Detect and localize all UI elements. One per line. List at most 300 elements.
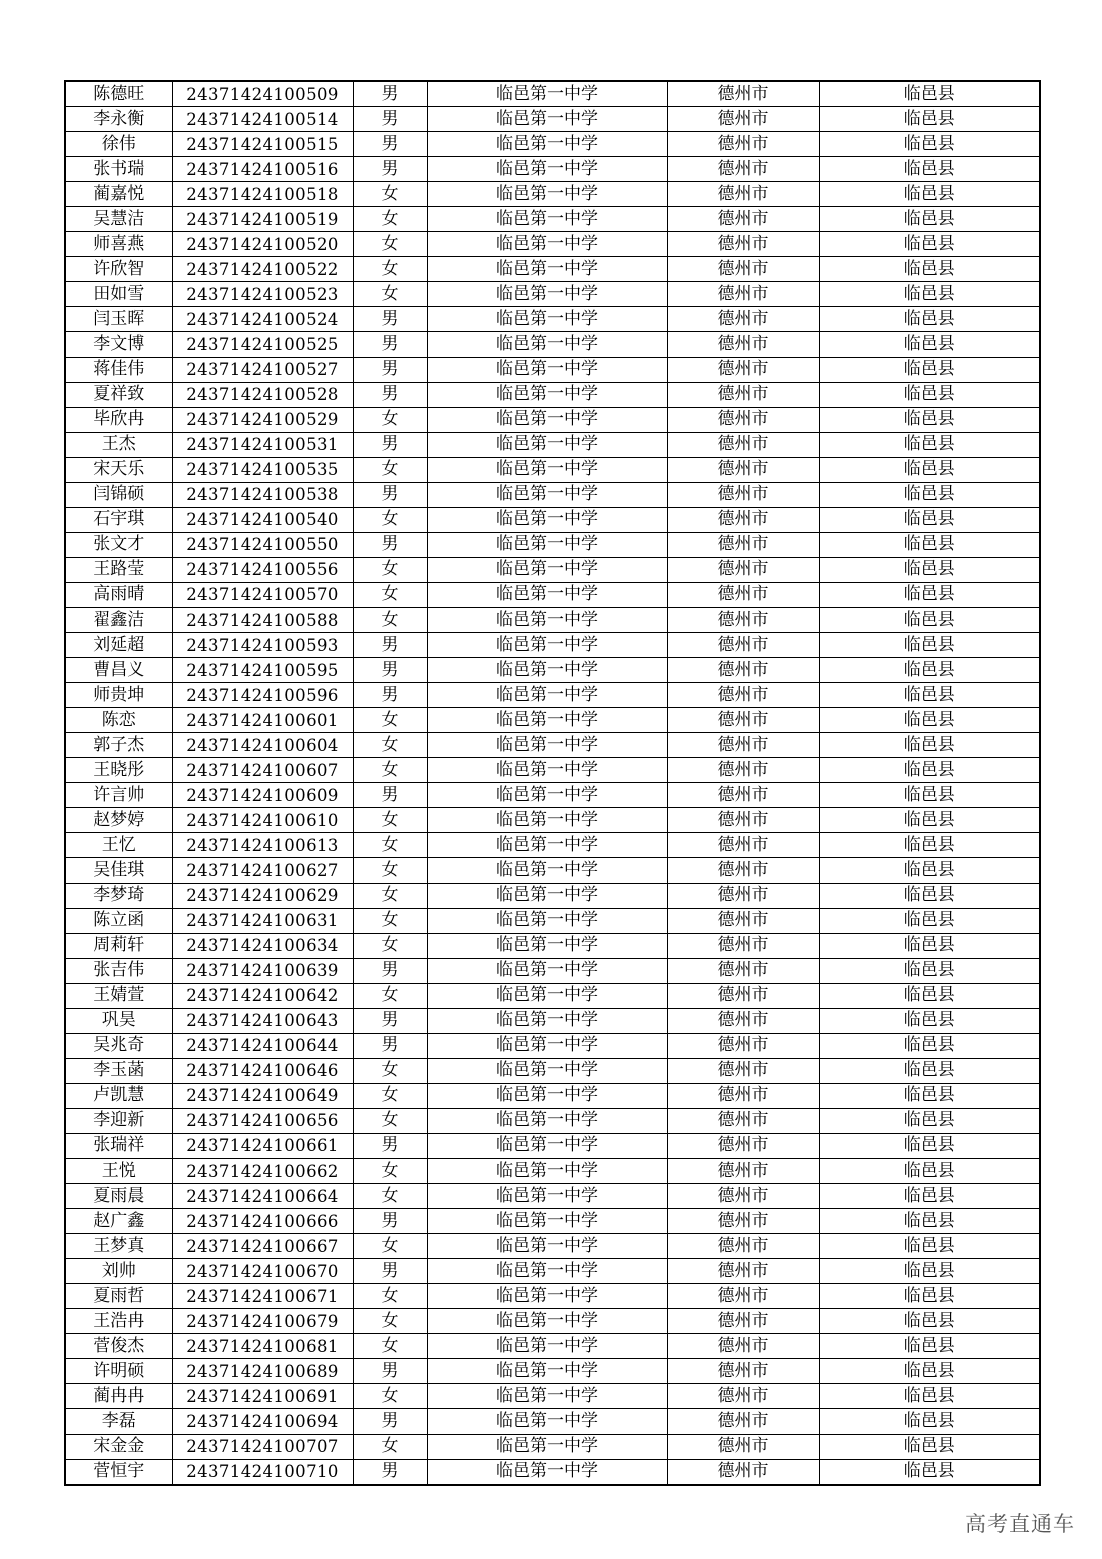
student-name-cell: 宋天乐	[65, 457, 172, 482]
student-name-cell: 曹昌义	[65, 658, 172, 683]
school-cell: 临邑第一中学	[427, 182, 667, 207]
county-cell: 临邑县	[819, 808, 1040, 833]
exam-number-cell: 24371424100670	[172, 1259, 353, 1284]
county-cell: 临邑县	[819, 883, 1040, 908]
city-cell: 德州市	[667, 1083, 819, 1108]
county-cell: 临邑县	[819, 1309, 1040, 1334]
table-row	[65, 708, 1040, 733]
student-name-cell: 夏雨哲	[65, 1284, 172, 1309]
gender-cell: 女	[353, 733, 427, 758]
exam-number-cell: 24371424100691	[172, 1384, 353, 1409]
table-row	[65, 983, 1040, 1008]
school-cell: 临邑第一中学	[427, 482, 667, 507]
school-cell: 临邑第一中学	[427, 1234, 667, 1259]
school-cell: 临邑第一中学	[427, 607, 667, 632]
gender-cell: 女	[353, 808, 427, 833]
school-cell: 临邑第一中学	[427, 257, 667, 282]
school-cell: 临邑第一中学	[427, 382, 667, 407]
exam-number-cell: 24371424100520	[172, 232, 353, 257]
exam-number-cell: 24371424100570	[172, 582, 353, 607]
student-name-cell: 刘延超	[65, 633, 172, 658]
table-row	[65, 157, 1040, 182]
table-row	[65, 758, 1040, 783]
gender-cell: 男	[353, 1133, 427, 1158]
gender-cell: 男	[353, 132, 427, 157]
table-row	[65, 1133, 1040, 1158]
school-cell: 临邑第一中学	[427, 708, 667, 733]
student-name-cell: 蔺冉冉	[65, 1384, 172, 1409]
city-cell: 德州市	[667, 107, 819, 132]
county-cell: 临邑县	[819, 232, 1040, 257]
school-cell: 临邑第一中学	[427, 457, 667, 482]
gender-cell: 女	[353, 257, 427, 282]
school-cell: 临邑第一中学	[427, 1409, 667, 1434]
exam-number-cell: 24371424100518	[172, 182, 353, 207]
city-cell: 德州市	[667, 883, 819, 908]
gender-cell: 女	[353, 407, 427, 432]
city-cell: 德州市	[667, 357, 819, 382]
table-row	[65, 1334, 1040, 1359]
school-cell: 临邑第一中学	[427, 232, 667, 257]
student-name-cell: 张文才	[65, 532, 172, 557]
gender-cell: 女	[353, 708, 427, 733]
county-cell: 临邑县	[819, 1459, 1040, 1485]
city-cell: 德州市	[667, 1259, 819, 1284]
gender-cell: 男	[353, 81, 427, 107]
county-cell: 临邑县	[819, 407, 1040, 432]
gender-cell: 男	[353, 783, 427, 808]
gender-cell: 女	[353, 182, 427, 207]
county-cell: 临邑县	[819, 457, 1040, 482]
county-cell: 临邑县	[819, 1008, 1040, 1033]
school-cell: 临邑第一中学	[427, 507, 667, 532]
county-cell: 临邑县	[819, 1284, 1040, 1309]
city-cell: 德州市	[667, 332, 819, 357]
city-cell: 德州市	[667, 1334, 819, 1359]
school-cell: 临邑第一中学	[427, 633, 667, 658]
school-cell: 临邑第一中学	[427, 733, 667, 758]
city-cell: 德州市	[667, 1008, 819, 1033]
exam-number-cell: 24371424100516	[172, 157, 353, 182]
school-cell: 临邑第一中学	[427, 1309, 667, 1334]
student-name-cell: 赵梦婷	[65, 808, 172, 833]
city-cell: 德州市	[667, 182, 819, 207]
exam-number-cell: 24371424100644	[172, 1033, 353, 1058]
gender-cell: 女	[353, 1058, 427, 1083]
county-cell: 临邑县	[819, 758, 1040, 783]
gender-cell: 男	[353, 482, 427, 507]
student-name-cell: 王浩冉	[65, 1309, 172, 1334]
school-cell: 临邑第一中学	[427, 357, 667, 382]
county-cell: 临邑县	[819, 132, 1040, 157]
county-cell: 临邑县	[819, 81, 1040, 107]
table-row	[65, 457, 1040, 482]
table-row	[65, 307, 1040, 332]
student-name-cell: 陈德旺	[65, 81, 172, 107]
student-name-cell: 李永衡	[65, 107, 172, 132]
student-name-cell: 周莉轩	[65, 933, 172, 958]
county-cell: 临邑县	[819, 557, 1040, 582]
table-row	[65, 1459, 1040, 1485]
exam-number-cell: 24371424100627	[172, 858, 353, 883]
school-cell: 临邑第一中学	[427, 307, 667, 332]
exam-number-cell: 24371424100629	[172, 883, 353, 908]
exam-number-cell: 24371424100524	[172, 307, 353, 332]
table-row	[65, 382, 1040, 407]
school-cell: 临邑第一中学	[427, 1384, 667, 1409]
city-cell: 德州市	[667, 683, 819, 708]
student-name-cell: 吴兆奇	[65, 1033, 172, 1058]
school-cell: 临邑第一中学	[427, 1459, 667, 1485]
exam-number-cell: 24371424100528	[172, 382, 353, 407]
student-name-cell: 许言帅	[65, 783, 172, 808]
county-cell: 临邑县	[819, 282, 1040, 307]
table-row	[65, 1033, 1040, 1058]
gender-cell: 女	[353, 908, 427, 933]
city-cell: 德州市	[667, 482, 819, 507]
exam-number-cell: 24371424100656	[172, 1108, 353, 1133]
exam-number-cell: 24371424100522	[172, 257, 353, 282]
table-row	[65, 808, 1040, 833]
gender-cell: 男	[353, 357, 427, 382]
exam-number-cell: 24371424100649	[172, 1083, 353, 1108]
county-cell: 临邑县	[819, 532, 1040, 557]
student-name-cell: 李文博	[65, 332, 172, 357]
student-name-cell: 陈立函	[65, 908, 172, 933]
table-row	[65, 107, 1040, 132]
table-row	[65, 908, 1040, 933]
student-name-cell: 王杰	[65, 432, 172, 457]
city-cell: 德州市	[667, 1309, 819, 1334]
table-row	[65, 1259, 1040, 1284]
gender-cell: 女	[353, 1334, 427, 1359]
gender-cell: 女	[353, 1284, 427, 1309]
table-row	[65, 1434, 1040, 1459]
table-row	[65, 1209, 1040, 1234]
school-cell: 临邑第一中学	[427, 1159, 667, 1184]
county-cell: 临邑县	[819, 382, 1040, 407]
city-cell: 德州市	[667, 1133, 819, 1158]
school-cell: 临邑第一中学	[427, 858, 667, 883]
school-cell: 临邑第一中学	[427, 833, 667, 858]
exam-number-cell: 24371424100664	[172, 1184, 353, 1209]
county-cell: 临邑县	[819, 658, 1040, 683]
county-cell: 临邑县	[819, 1234, 1040, 1259]
student-name-cell: 徐伟	[65, 132, 172, 157]
student-name-cell: 田如雪	[65, 282, 172, 307]
exam-number-cell: 24371424100666	[172, 1209, 353, 1234]
county-cell: 临邑县	[819, 182, 1040, 207]
exam-number-cell: 24371424100514	[172, 107, 353, 132]
school-cell: 临邑第一中学	[427, 557, 667, 582]
student-name-cell: 翟鑫洁	[65, 607, 172, 632]
gender-cell: 女	[353, 1434, 427, 1459]
gender-cell: 女	[353, 1159, 427, 1184]
student-name-cell: 菅俊杰	[65, 1334, 172, 1359]
exam-number-cell: 24371424100661	[172, 1133, 353, 1158]
city-cell: 德州市	[667, 1384, 819, 1409]
student-name-cell: 许欣智	[65, 257, 172, 282]
exam-number-cell: 24371424100538	[172, 482, 353, 507]
table-row	[65, 357, 1040, 382]
county-cell: 临邑县	[819, 783, 1040, 808]
gender-cell: 男	[353, 1008, 427, 1033]
table-row	[65, 783, 1040, 808]
exam-number-cell: 24371424100639	[172, 958, 353, 983]
city-cell: 德州市	[667, 633, 819, 658]
city-cell: 德州市	[667, 607, 819, 632]
table-row	[65, 182, 1040, 207]
school-cell: 临邑第一中学	[427, 1184, 667, 1209]
gender-cell: 男	[353, 107, 427, 132]
gender-cell: 女	[353, 582, 427, 607]
gender-cell: 男	[353, 382, 427, 407]
school-cell: 临邑第一中学	[427, 658, 667, 683]
school-cell: 临邑第一中学	[427, 132, 667, 157]
school-cell: 临邑第一中学	[427, 332, 667, 357]
city-cell: 德州市	[667, 958, 819, 983]
table-row	[65, 532, 1040, 557]
city-cell: 德州市	[667, 1108, 819, 1133]
gender-cell: 女	[353, 507, 427, 532]
exam-number-cell: 24371424100642	[172, 983, 353, 1008]
student-name-cell: 石宇琪	[65, 507, 172, 532]
exam-number-cell: 24371424100662	[172, 1159, 353, 1184]
student-name-cell: 王悦	[65, 1159, 172, 1184]
table-row	[65, 1008, 1040, 1033]
table-row	[65, 933, 1040, 958]
county-cell: 临邑县	[819, 983, 1040, 1008]
city-cell: 德州市	[667, 808, 819, 833]
city-cell: 德州市	[667, 1209, 819, 1234]
school-cell: 临邑第一中学	[427, 207, 667, 232]
student-name-cell: 闫玉晖	[65, 307, 172, 332]
county-cell: 临邑县	[819, 1409, 1040, 1434]
county-cell: 临邑县	[819, 633, 1040, 658]
gender-cell: 男	[353, 307, 427, 332]
school-cell: 临邑第一中学	[427, 81, 667, 107]
table-row	[65, 332, 1040, 357]
exam-number-cell: 24371424100609	[172, 783, 353, 808]
city-cell: 德州市	[667, 1459, 819, 1485]
city-cell: 德州市	[667, 382, 819, 407]
county-cell: 临邑县	[819, 733, 1040, 758]
exam-number-cell: 24371424100529	[172, 407, 353, 432]
county-cell: 临邑县	[819, 958, 1040, 983]
exam-number-cell: 24371424100689	[172, 1359, 353, 1384]
school-cell: 临邑第一中学	[427, 532, 667, 557]
school-cell: 临邑第一中学	[427, 1033, 667, 1058]
table-row	[65, 257, 1040, 282]
table-row	[65, 1384, 1040, 1409]
exam-number-cell: 24371424100607	[172, 758, 353, 783]
county-cell: 临邑县	[819, 207, 1040, 232]
exam-number-cell: 24371424100509	[172, 81, 353, 107]
exam-number-cell: 24371424100593	[172, 633, 353, 658]
city-cell: 德州市	[667, 81, 819, 107]
student-name-cell: 王婧萱	[65, 983, 172, 1008]
city-cell: 德州市	[667, 858, 819, 883]
gender-cell: 女	[353, 883, 427, 908]
student-name-cell: 张瑞祥	[65, 1133, 172, 1158]
county-cell: 临邑县	[819, 432, 1040, 457]
gender-cell: 女	[353, 557, 427, 582]
gender-cell: 男	[353, 432, 427, 457]
student-name-cell: 李玉菡	[65, 1058, 172, 1083]
student-name-cell: 蔺嘉悦	[65, 182, 172, 207]
exam-number-cell: 24371424100604	[172, 733, 353, 758]
student-name-cell: 李磊	[65, 1409, 172, 1434]
school-cell: 临邑第一中学	[427, 1058, 667, 1083]
school-cell: 临邑第一中学	[427, 933, 667, 958]
city-cell: 德州市	[667, 207, 819, 232]
exam-number-cell: 24371424100613	[172, 833, 353, 858]
school-cell: 临邑第一中学	[427, 1259, 667, 1284]
gender-cell: 女	[353, 833, 427, 858]
city-cell: 德州市	[667, 933, 819, 958]
exam-number-cell: 24371424100556	[172, 557, 353, 582]
county-cell: 临邑县	[819, 257, 1040, 282]
city-cell: 德州市	[667, 1234, 819, 1259]
city-cell: 德州市	[667, 1159, 819, 1184]
student-name-cell: 王晓彤	[65, 758, 172, 783]
school-cell: 临邑第一中学	[427, 282, 667, 307]
county-cell: 临邑县	[819, 607, 1040, 632]
school-cell: 临邑第一中学	[427, 808, 667, 833]
exam-number-cell: 24371424100540	[172, 507, 353, 532]
table-row	[65, 507, 1040, 532]
county-cell: 临邑县	[819, 1133, 1040, 1158]
table-row	[65, 132, 1040, 157]
county-cell: 临邑县	[819, 1058, 1040, 1083]
table-row	[65, 557, 1040, 582]
watermark-text: 高考直通车	[965, 1512, 1075, 1536]
student-name-cell: 师喜燕	[65, 232, 172, 257]
student-name-cell: 闫锦硕	[65, 482, 172, 507]
city-cell: 德州市	[667, 407, 819, 432]
exam-number-cell: 24371424100550	[172, 532, 353, 557]
exam-number-cell: 24371424100519	[172, 207, 353, 232]
table-row	[65, 607, 1040, 632]
gender-cell: 男	[353, 683, 427, 708]
table-row	[65, 1159, 1040, 1184]
county-cell: 临邑县	[819, 1108, 1040, 1133]
gender-cell: 男	[353, 958, 427, 983]
gender-cell: 女	[353, 1309, 427, 1334]
exam-number-cell: 24371424100531	[172, 432, 353, 457]
table-row	[65, 858, 1040, 883]
city-cell: 德州市	[667, 733, 819, 758]
city-cell: 德州市	[667, 232, 819, 257]
county-cell: 临邑县	[819, 1209, 1040, 1234]
city-cell: 德州市	[667, 833, 819, 858]
city-cell: 德州市	[667, 908, 819, 933]
gender-cell: 女	[353, 933, 427, 958]
city-cell: 德州市	[667, 157, 819, 182]
school-cell: 临邑第一中学	[427, 157, 667, 182]
city-cell: 德州市	[667, 658, 819, 683]
county-cell: 临邑县	[819, 858, 1040, 883]
gender-cell: 男	[353, 1409, 427, 1434]
exam-number-cell: 24371424100634	[172, 933, 353, 958]
gender-cell: 男	[353, 1359, 427, 1384]
gender-cell: 男	[353, 1259, 427, 1284]
city-cell: 德州市	[667, 1033, 819, 1058]
school-cell: 临邑第一中学	[427, 783, 667, 808]
table-row	[65, 1234, 1040, 1259]
table-row	[65, 1184, 1040, 1209]
student-name-cell: 吴慧洁	[65, 207, 172, 232]
exam-number-cell: 24371424100694	[172, 1409, 353, 1434]
table-row	[65, 683, 1040, 708]
county-cell: 临邑县	[819, 507, 1040, 532]
school-cell: 临邑第一中学	[427, 683, 667, 708]
student-name-cell: 宋金金	[65, 1434, 172, 1459]
county-cell: 临邑县	[819, 482, 1040, 507]
city-cell: 德州市	[667, 1284, 819, 1309]
school-cell: 临邑第一中学	[427, 958, 667, 983]
table-row	[65, 633, 1040, 658]
county-cell: 临邑县	[819, 1033, 1040, 1058]
exam-number-cell: 24371424100527	[172, 357, 353, 382]
city-cell: 德州市	[667, 1184, 819, 1209]
exam-number-cell: 24371424100643	[172, 1008, 353, 1033]
county-cell: 临邑县	[819, 1159, 1040, 1184]
city-cell: 德州市	[667, 282, 819, 307]
student-name-cell: 吴佳琪	[65, 858, 172, 883]
student-name-cell: 卢凯慧	[65, 1083, 172, 1108]
exam-number-cell: 24371424100515	[172, 132, 353, 157]
student-name-cell: 巩昊	[65, 1008, 172, 1033]
student-name-cell: 赵广鑫	[65, 1209, 172, 1234]
gender-cell: 男	[353, 532, 427, 557]
table-row	[65, 582, 1040, 607]
city-cell: 德州市	[667, 457, 819, 482]
student-name-cell: 高雨晴	[65, 582, 172, 607]
student-name-cell: 菅恒宇	[65, 1459, 172, 1485]
table-row	[65, 1284, 1040, 1309]
school-cell: 临邑第一中学	[427, 1008, 667, 1033]
city-cell: 德州市	[667, 257, 819, 282]
table-row	[65, 282, 1040, 307]
student-name-cell: 王梦真	[65, 1234, 172, 1259]
city-cell: 德州市	[667, 1359, 819, 1384]
county-cell: 临邑县	[819, 1359, 1040, 1384]
student-name-cell: 王忆	[65, 833, 172, 858]
school-cell: 临邑第一中学	[427, 758, 667, 783]
student-list-table	[64, 80, 1041, 1486]
city-cell: 德州市	[667, 557, 819, 582]
table-row	[65, 232, 1040, 257]
school-cell: 临邑第一中学	[427, 983, 667, 1008]
exam-number-cell: 24371424100679	[172, 1309, 353, 1334]
city-cell: 德州市	[667, 708, 819, 733]
gender-cell: 女	[353, 758, 427, 783]
table-row	[65, 407, 1040, 432]
county-cell: 临邑县	[819, 332, 1040, 357]
table-row	[65, 958, 1040, 983]
county-cell: 临邑县	[819, 1083, 1040, 1108]
exam-number-cell: 24371424100710	[172, 1459, 353, 1485]
table-row	[65, 1309, 1040, 1334]
table-row	[65, 1108, 1040, 1133]
school-cell: 临邑第一中学	[427, 107, 667, 132]
gender-cell: 女	[353, 1234, 427, 1259]
gender-cell: 女	[353, 983, 427, 1008]
table-row	[65, 1058, 1040, 1083]
school-cell: 临邑第一中学	[427, 1209, 667, 1234]
table-row	[65, 1409, 1040, 1434]
